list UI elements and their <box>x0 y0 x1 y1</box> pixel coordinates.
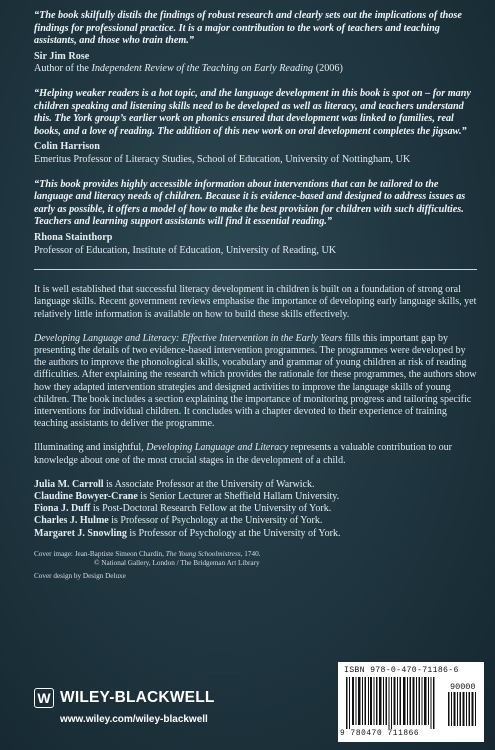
reviewer-role: Author of the Independent Review of the Teaching on Early Reading (2006) <box>34 63 343 75</box>
reviewer-name: Sir Jim Rose <box>34 50 90 62</box>
isbn-label: ISBN 978-0-470-71186-6 <box>344 666 459 675</box>
price-code-label: 90000 <box>450 682 476 692</box>
reviewer-name: Rhona Stainthorp <box>34 231 113 243</box>
description-paragraph-2: Developing Language and Literacy: Effective Intervention in the Early Years fills this important gap by presenting the details of two evidence-based intervention programmes. The programmes were developed by the authors to improve the phonological skills, vocabulary and grammar of young children at risk of reading difficulties. After explaining the research which provides the rationale for these programmes, the authors show how they adapted intervention strategies and designed activities to improve the language skills of young children. The book includes a section explaining the importance of monitoring progress and tailoring specific interventions for individual children. It concludes with a chapter devoted to their experience of training teaching assistants to deliver the programme. <box>34 332 477 430</box>
wiley-logo-icon: W <box>34 688 54 708</box>
reviewer-role: Emeritus Professor of Literacy Studies, School of Education, University of Nottingham, UK <box>34 153 411 165</box>
cover-image-copyright: © National Gallery, London / The Bridgeman Art Library <box>94 559 260 568</box>
section-divider <box>34 269 477 270</box>
author-entry: Julia M. Carroll is Associate Professor at the University of Warwick. <box>34 478 315 490</box>
cover-image-credit: Cover image: Jean-Baptiste Simeon Chardin, The Young Schoolmistress, 1740. <box>34 549 261 558</box>
author-list <box>34 479 477 540</box>
review-3 <box>34 179 477 258</box>
reviewer-name: Colin Harrison <box>34 141 100 153</box>
description-paragraph-1: It is well established that successful literacy development in children is built on a foundation of strong oral language skills. Recent government reviews emphasise the importance of developing early language skills, yet relatively little information is available on how to build these skills effectively. <box>34 284 477 320</box>
author-entry: Claudine Bowyer-Crane is Senior Lecturer at Sheffield Hallam University. <box>34 490 340 502</box>
ean-digits: 9 780470 711866 <box>340 730 420 738</box>
description-paragraph-3: Illuminating and insightful, Developing Language and Literacy represents a valuable contribution to our knowledge about one of the most crucial stages in the development of a child. <box>34 442 452 466</box>
review-quote: “The book skilfully distils the findings of robust research and clearly sets out the implications of those findings for professional practice. It is a major contribution to the work of teachers and teaching assistants, and those who train them.” <box>34 10 462 47</box>
author-entry: Charles J. Hulme is Professor of Psychology at the University of York. <box>34 515 323 527</box>
publisher-url: www.wiley.com/wiley-blackwell <box>60 714 208 725</box>
reviewer-role: Professor of Education, Institute of Education, University of Reading, UK <box>34 244 337 256</box>
publisher-logo <box>34 688 215 725</box>
review-quote: “This book provides highly accessible information about interventions that can be tailored to the language and literacy needs of children. Because it is evidence-based and designed to address issues as early as possible, it offers a model of how to make the best provision for children with such difficulties. Teachers and learning support assistants will find it essential reading.” <box>34 178 466 228</box>
review-quote: “Helping weaker readers is a hot topic, and the language development in this book is spot on – for many children speaking and listening skills need to be developed as well as literacy, and teachers understand this. The York group’s earlier work on phonics ensured that development was linked to families, real books, and a love of reading. The addition of this new work on oral development completes the jigsaw.” <box>34 87 471 137</box>
author-entry: Fiona J. Duff is Post-Doctoral Research Fellow at the University of York. <box>34 503 332 515</box>
review-2 <box>34 88 477 167</box>
cover-design-credit: Cover design by Design Deluxe <box>34 571 126 580</box>
cover-credits <box>34 550 477 582</box>
isbn-barcode <box>338 662 484 742</box>
publisher-name: WILEY-BLACKWELL <box>60 689 215 706</box>
author-entry: Margaret J. Snowling is Professor of Psychology at the University of York. <box>34 527 341 539</box>
review-1 <box>34 10 477 76</box>
